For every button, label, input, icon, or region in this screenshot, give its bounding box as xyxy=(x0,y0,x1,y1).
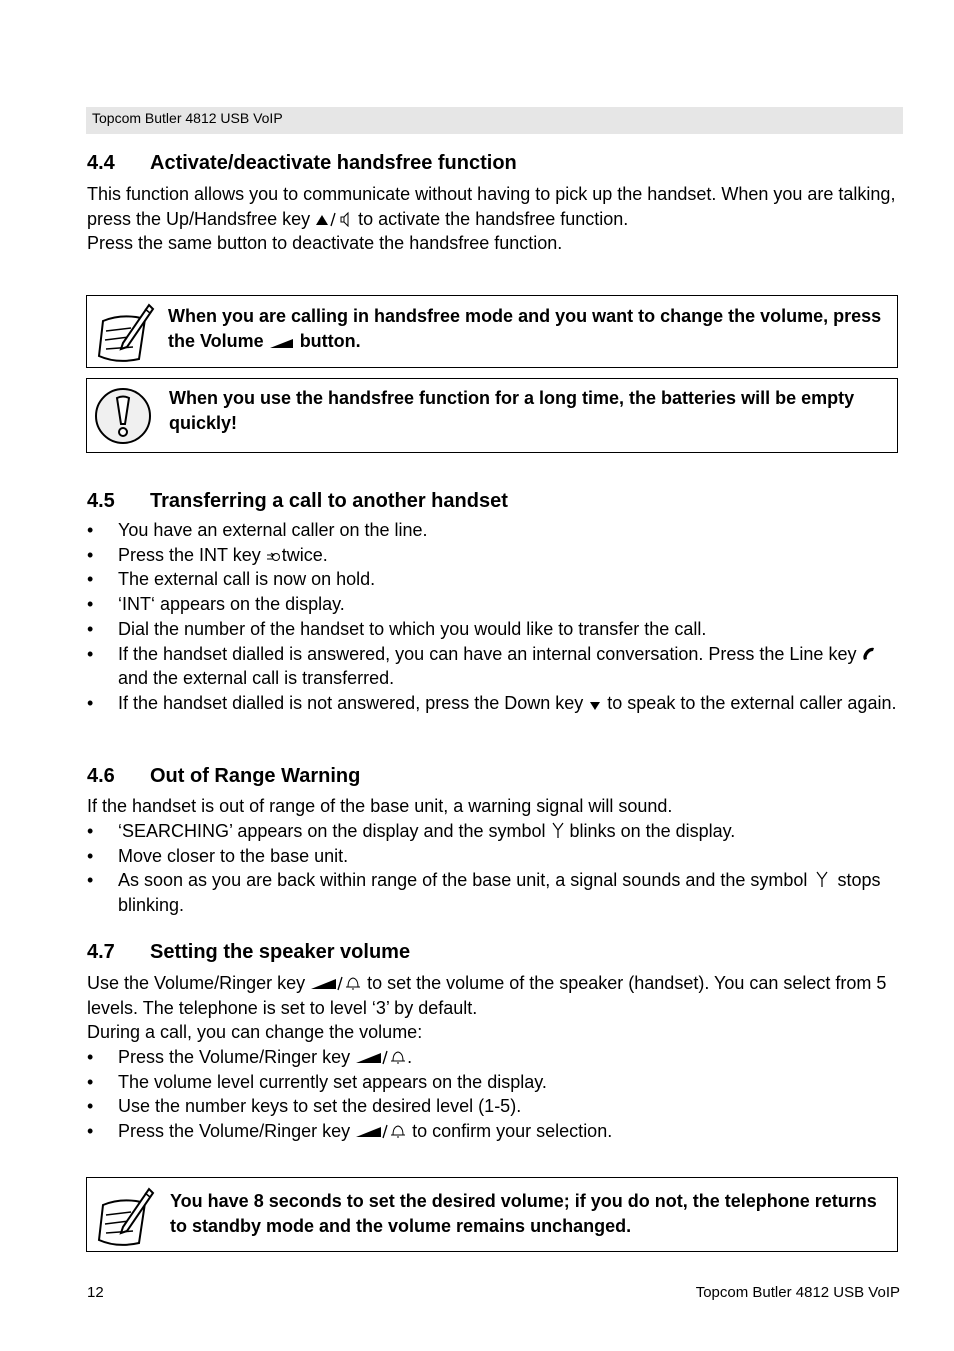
text-run: and the external call is transferred. xyxy=(118,668,395,689)
section-4-7-heading xyxy=(87,940,410,964)
text-run: When you are calling in handsfree mode and you want to change the volume, press the Volume xyxy=(168,306,882,351)
volume-ringer-key-icon xyxy=(310,975,362,991)
text-run: Press the INT key xyxy=(118,544,266,565)
antenna-symbol-icon xyxy=(812,870,832,888)
list-item xyxy=(87,844,902,869)
text-run: to speak to the external caller again. xyxy=(602,692,897,713)
volume-ringer-key-icon xyxy=(355,1049,407,1065)
text-run: Press the same button to deactivate the handsfree function. xyxy=(87,233,563,254)
footer-title: Topcom Butler 4812 USB VoIP xyxy=(695,1284,900,1301)
list-item xyxy=(87,1119,902,1144)
list-item xyxy=(87,868,902,917)
note-pencil-icon xyxy=(93,1185,155,1247)
text-run: to confirm your selection. xyxy=(407,1121,613,1142)
note-text: You have 8 seconds to set the desired volume; if you do not, the telephone returns to standby mode and the volume remains unchanged. xyxy=(170,1191,877,1236)
text-run: As soon as you are back within range of the base unit, a signal sounds and the symbol xyxy=(118,870,813,891)
note-box-volume-timeout xyxy=(86,1177,898,1252)
header-title: Topcom Butler 4812 USB VoIP xyxy=(92,110,283,126)
list-item xyxy=(87,691,902,716)
section-title: Transferring a call to another handset xyxy=(150,490,508,512)
text-run: During a call, you can change the volume: xyxy=(87,1022,423,1043)
up-handsfree-key-icon xyxy=(315,211,353,227)
text-run: Use the Volume/Ringer key xyxy=(87,973,311,993)
list-item xyxy=(87,567,902,592)
volume-ringer-key-icon xyxy=(355,1123,407,1139)
section-4-4-heading xyxy=(87,151,517,175)
section-number: 4.7 xyxy=(87,941,115,963)
list-item xyxy=(87,1094,902,1119)
section-title: Out of Range Warning xyxy=(150,765,361,787)
text-run: The volume level currently set appears on the display. xyxy=(118,1071,547,1092)
warning-text: When you use the handsfree function for a long time, the batteries will be empty quickly! xyxy=(169,388,855,433)
section-4-6-paragraph: If the handset is out of range of the base unit, a warning signal will sound. xyxy=(87,796,673,816)
antenna-symbol-icon xyxy=(551,821,565,839)
note-text xyxy=(168,304,888,353)
text-run: You have an external caller on the line. xyxy=(118,520,428,540)
text-run: If the handset dialled is not answered, press the Down key xyxy=(118,692,589,713)
page-number: 12 xyxy=(87,1284,104,1301)
text-run: Press the Volume/Ringer key xyxy=(118,1121,356,1142)
text-run: If the handset dialled is answered, you can have an internal conversation. Press the Line key xyxy=(118,643,862,664)
list-item xyxy=(87,592,902,617)
list-item xyxy=(87,1070,902,1095)
text-run: stops blinking. xyxy=(118,870,881,916)
int-key-icon xyxy=(266,551,282,563)
section-number: 4.4 xyxy=(87,152,115,174)
text-run: The external call is now on hold. xyxy=(118,569,376,590)
note-box-handsfree-volume xyxy=(86,295,898,368)
warning-exclamation-icon xyxy=(93,386,153,446)
list-item xyxy=(87,642,902,691)
down-key-icon xyxy=(588,699,602,711)
note-pencil-icon xyxy=(93,301,155,363)
line-key-phone-icon xyxy=(861,646,877,662)
text-run: twice. xyxy=(281,544,328,565)
section-4-5-list xyxy=(87,518,902,716)
text-run: button. xyxy=(294,330,361,351)
text-run: Move closer to the base unit. xyxy=(118,845,349,866)
list-item xyxy=(87,819,902,844)
list-item xyxy=(87,1045,902,1070)
volume-key-icon xyxy=(269,337,295,349)
text-run: This function allows you to communicate without having to pick up the handset. When you are talking, press the Up/Handsfree key xyxy=(87,184,896,229)
section-4-5-heading xyxy=(87,489,508,513)
text-run: to set the volume of the speaker (handset). You can select from 5 levels. The telephone is set to level ‘3’ by default. xyxy=(87,973,887,1018)
section-4-4-paragraph xyxy=(87,182,902,256)
text-run: to activate the handsfree function. xyxy=(353,208,629,229)
text-run: Dial the number of the handset to which you would like to transfer the call. xyxy=(118,618,707,639)
section-4-7-list xyxy=(87,1045,902,1144)
section-title: Setting the speaker volume xyxy=(150,941,411,963)
list-item xyxy=(87,617,902,642)
section-title: Activate/deactivate handsfree function xyxy=(150,152,517,174)
text-run: Use the number keys to set the desired level (1-5). xyxy=(118,1096,522,1117)
text-run: blinks on the display. xyxy=(564,821,736,841)
warning-box-batteries xyxy=(86,378,898,453)
section-number: 4.6 xyxy=(87,765,115,787)
running-header xyxy=(86,107,903,134)
list-item xyxy=(87,518,902,543)
section-4-6-list xyxy=(87,819,902,918)
text-run: Press the Volume/Ringer key xyxy=(118,1047,356,1067)
text-run: . xyxy=(407,1047,413,1067)
text-run: ‘SEARCHING’ appears on the display and the symbol xyxy=(118,821,551,841)
section-number: 4.5 xyxy=(87,490,115,512)
section-4-6-heading xyxy=(87,764,360,788)
text-run: ‘INT‘ appears on the display. xyxy=(118,594,345,615)
section-4-7-paragraph xyxy=(87,971,902,1045)
list-item xyxy=(87,543,902,568)
